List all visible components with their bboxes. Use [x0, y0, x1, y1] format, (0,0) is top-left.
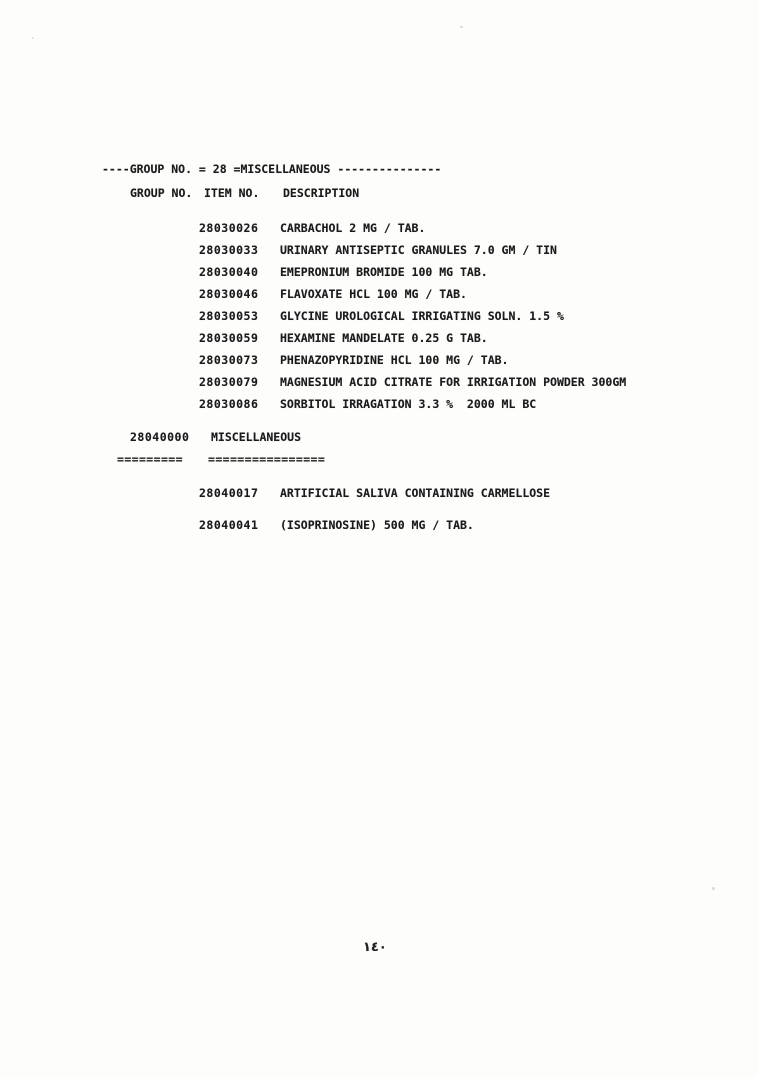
section-group-no: 28040000	[130, 430, 190, 444]
item-description: FLAVOXATE HCL 100 MG / TAB.	[280, 287, 467, 301]
item-no: 28030053	[199, 309, 259, 323]
item-no: 28030059	[199, 331, 259, 345]
item-no: 28030086	[199, 397, 259, 411]
column-header-description: DESCRIPTION	[283, 186, 360, 200]
column-header-group-no: GROUP NO.	[130, 186, 193, 200]
section-group-name: MISCELLANEOUS	[211, 430, 302, 444]
column-header-item-no: ITEM NO.	[204, 186, 260, 200]
item-no: 28030040	[199, 265, 259, 279]
item-description: MAGNESIUM ACID CITRATE FOR IRRIGATION POWDER 300GM	[280, 375, 627, 389]
item-description: EMEPRONIUM BROMIDE 100 MG TAB.	[280, 265, 488, 279]
item-description: SORBITOL IRRAGATION 3.3 % 2000 ML BC	[280, 397, 537, 411]
item-description: CARBACHOL 2 MG / TAB.	[280, 221, 426, 235]
item-description: PHENAZOPYRIDINE HCL 100 MG / TAB.	[280, 353, 509, 367]
item-no: 28040041	[199, 518, 259, 532]
item-no: 28030073	[199, 353, 259, 367]
item-no: 28030079	[199, 375, 259, 389]
item-description: GLYCINE UROLOGICAL IRRIGATING SOLN. 1.5 %	[280, 309, 564, 323]
item-no: 28030033	[199, 243, 259, 257]
group-header-line: ----GROUP NO. = 28 =MISCELLANEOUS ---------------	[102, 162, 442, 176]
scan-speck	[460, 26, 463, 28]
item-no: 28030046	[199, 287, 259, 301]
scan-speck	[712, 887, 715, 890]
item-description: (ISOPRINOSINE) 500 MG / TAB.	[280, 518, 474, 532]
item-no: 28030026	[199, 221, 259, 235]
item-no: 28040017	[199, 486, 259, 500]
scan-speck	[32, 37, 34, 39]
group-no-underline: =========	[117, 452, 183, 466]
page-number: ١٤٠	[363, 940, 387, 955]
item-description: ARTIFICIAL SALIVA CONTAINING CARMELLOSE	[280, 486, 551, 500]
item-description: URINARY ANTISEPTIC GRANULES 7.0 GM / TIN	[280, 243, 557, 257]
group-name-underline: ================	[208, 452, 326, 466]
item-description: HEXAMINE MANDELATE 0.25 G TAB.	[280, 331, 488, 345]
